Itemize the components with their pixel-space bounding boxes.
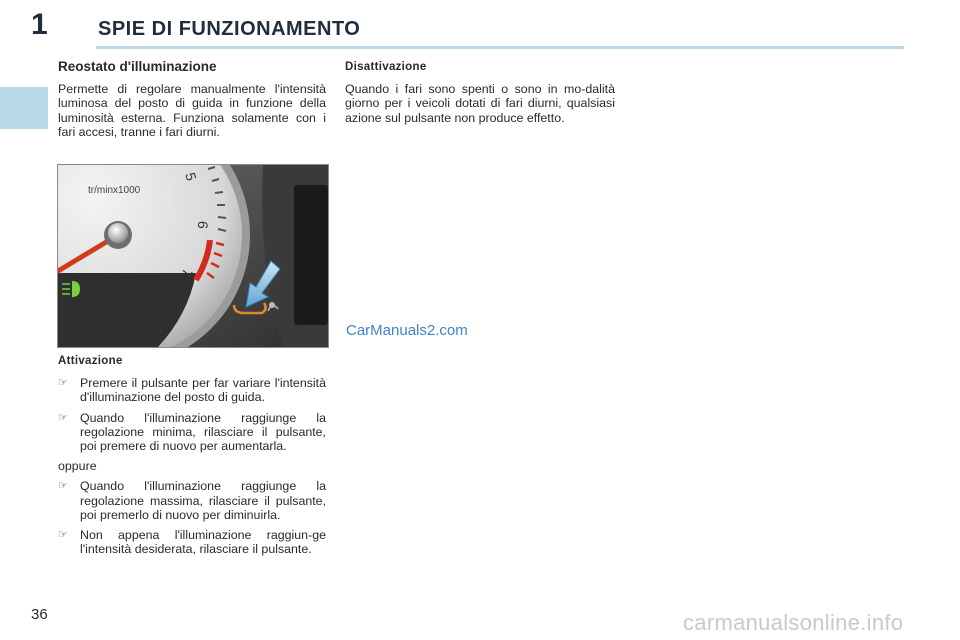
right-column [345,60,615,125]
tick-label: 7 [178,266,196,281]
activation-steps [58,376,326,453]
chapter-number: 1 [31,8,48,41]
hand-bullet-icon: ☞ [58,377,68,390]
header-divider [96,46,904,49]
gauge-hub [108,223,128,243]
deactivation-heading: Disattivazione [345,61,427,73]
deactivation-paragraph: Quando i fari sono spenti o sono in mo-dalità giorno per i veicoli dotati di fari diurni, qualsiasi azione sul pulsante non produce effetto. [345,82,615,125]
watermark: CarManuals2.com [346,322,468,339]
tick-label: 6 [194,220,212,230]
left-column [58,60,326,139]
or-label: oppure [58,459,97,474]
hand-bullet-icon: ☞ [58,411,68,424]
chapter-side-tab [0,87,48,129]
section-heading: Reostato d'illuminazione [58,59,217,74]
gauge-label: tr/minx1000 [88,185,141,196]
list-item: ☞ Non appena l'illuminazione raggiun-ge l'intensità desiderata, rilasciare il pulsante. [58,528,326,557]
hand-bullet-icon: ☞ [58,529,68,542]
tick-label: 5 [182,170,200,183]
page-number: 36 [31,606,48,623]
footer-watermark: carmanualsonline.info [683,610,904,635]
activation-steps-alt [58,479,326,556]
hand-bullet-icon: ☞ [58,480,68,493]
dashboard-photo [57,164,329,348]
list-item: ☞ Quando l'illuminazione raggiunge la regolazione massima, rilasciare il pulsante, poi premerlo di nuovo per diminuirla. [58,479,326,522]
list-item: ☞ Quando l'illuminazione raggiunge la regolazione minima, rilasciare il pulsante, poi premere di nuovo per aumentarla. [58,410,326,454]
list-item: ☞ Premere il pulsante per far variare l'intensità d'illuminazione del posto di guida. [58,376,326,405]
intro-paragraph: Permette di regolare manualmente l'intensità luminosa del posto di guida in funzione della luminosità esterna. Funziona solamente con i fari accesi, tranne i fari diurni. [58,82,326,139]
page-title: SPIE DI FUNZIONAMENTO [98,18,361,40]
activation-section [58,354,326,562]
activation-heading: Attivazione [58,355,123,367]
dashboard-illustration [58,165,328,347]
